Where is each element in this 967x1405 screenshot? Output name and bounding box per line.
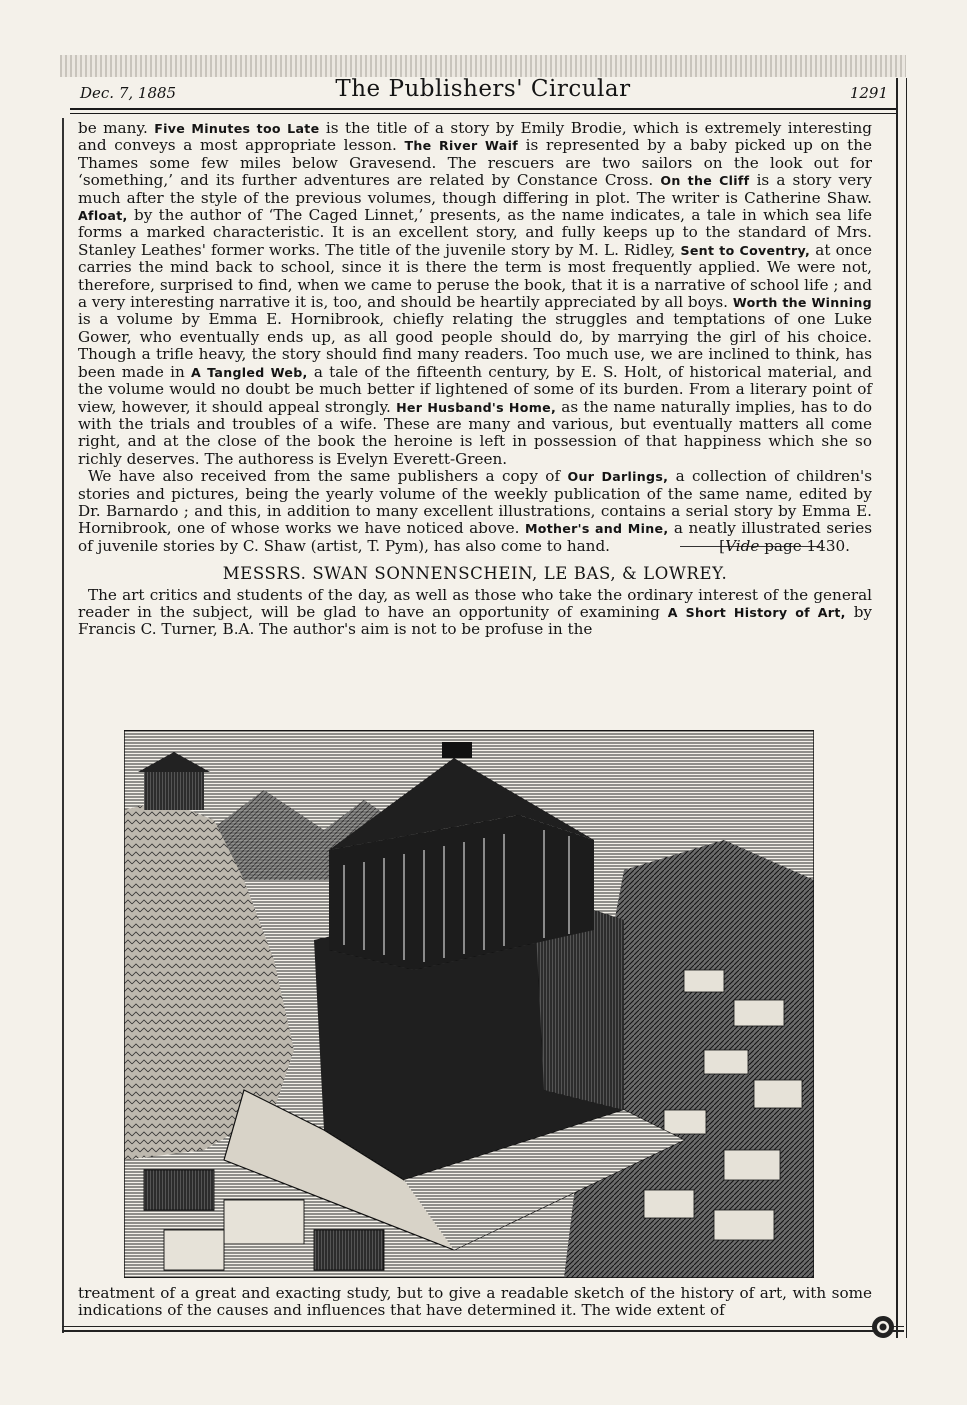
scanned-top-border [60, 55, 906, 77]
book-title: Mother's and Mine, [524, 521, 669, 537]
left-frame-rule [62, 118, 64, 1333]
book-title: Our Darlings, [567, 469, 669, 485]
header-date: Dec. 7, 1885 [80, 84, 177, 102]
paragraph-1: be many. Five Minutes too Late is the title of a story by Emily Brodie, which is extremely interesting and conveys a most appropriate lesson. The River Waif is represented by a baby picked up on the Thames some few miles below Gravesend. The rescuers are two sailors on the look out for ‘something,’ and its further adventures are related by Constance Cross. On the Cliff is a story very much after the style of the previous volumes, though differing in plot. The writer is Catherine Shaw. Afloat, by the author of ‘The Caged Linnet,’ presents, as the name indicates, a tale in which sea life forms a marked characteristic. It is an excellent story, and fully keeps up to the standard of Mrs. Stanley Leathes' former works. The title of the juvenile story by M. L. Ridley, Sent to Coventry, at once carries the mind back to school, since it is there the term is most frequently applied. We were not, therefore, surprised to find, when we came to peruse the book, that it is a narrative of school life ; and a very interesting narrative it is, too, and should be heartily appreciated by all boys. Worth the Winning is a volume by Emma E. Hornibrook, chiefly relating the struggles and temptations of one Luke Gower, who eventually ends up, as all good people should do, by marrying the girl of his choice. Though a trifle heavy, the story should find many readers. Too much use, we are inclined to think, has been made in A Tangled Web, a tale of the fifteenth century, by E. S. Holt, of historical material, and the volume would no doubt be much better if lightened of some of its burden. From a literary point of view, however, it should appeal strongly. Her Husband's Home, as the name naturally implies, has to do with the trials and troubles of a wife. These are many and various, but eventually matters all come right, and at the close of the book the heroine is left in possession of that happiness which she so richly deserves. The authoress is Evelyn Everett-Green. [78, 119, 873, 468]
header-title: The Publishers' Circular [335, 76, 631, 102]
book-title: A Tangled Web, [191, 364, 308, 380]
paragraph-4: treatment of a great and exacting study, but to give a readable sketch of the history of art, with some indications of the causes and influences that have determined it. The wide extent of [78, 1284, 872, 1320]
hilltop-temple [144, 770, 204, 810]
book-title: On the Cliff [660, 173, 750, 189]
mausoleum-engraving [124, 730, 814, 1278]
book-title: A Short History of Art, [667, 604, 846, 620]
book-title: Worth the Winning [732, 295, 872, 311]
quadriga-statue [442, 742, 472, 758]
paragraph-2: We have also received from the same publishers a copy of Our Darlings, a collection of children's stories and pictures, being the yearly volume of the weekly publication of the same name, edited by Dr. Barnardo ; and this, in addition to many excellent illustrations, contains a serial story by Emma E. Hornibrook, one of whose works we have noticed above. Mother's and Mine, a neatly illustrated series of juvenile stories by C. Shaw (artist, T. Pym), has also come to hand. [78, 467, 872, 555]
page-header [70, 76, 896, 106]
book-title: Five Minutes too Late [154, 121, 320, 136]
book-title: The River Waif [404, 138, 518, 154]
engraving-image [124, 730, 814, 1278]
book-title: Sent to Coventry, [680, 242, 811, 258]
header-rule [70, 108, 896, 114]
section-heading: MESSRS. SWAN SONNENSCHEIN, LE BAS, & LOWREY. [222, 564, 728, 584]
cross-reference: [Vide page 1430. [719, 536, 850, 555]
article-body [78, 120, 872, 639]
book-title: Her Husband's Home, [396, 399, 557, 415]
paragraph-3: The art critics and students of the day, as well as those who take the ordinary interest of the general reader in the subject, will be glad to have an opportunity of examining A Short History of Art, by Francis C. Turner, B.A. The author's aim is not to be profuse in the [78, 585, 872, 639]
book-title: Afloat, [78, 208, 128, 224]
corner-ornament-icon [872, 1316, 894, 1338]
header-page-number: 1291 [849, 84, 888, 102]
bottom-rule [62, 1326, 904, 1332]
right-frame-rule [896, 78, 907, 1338]
